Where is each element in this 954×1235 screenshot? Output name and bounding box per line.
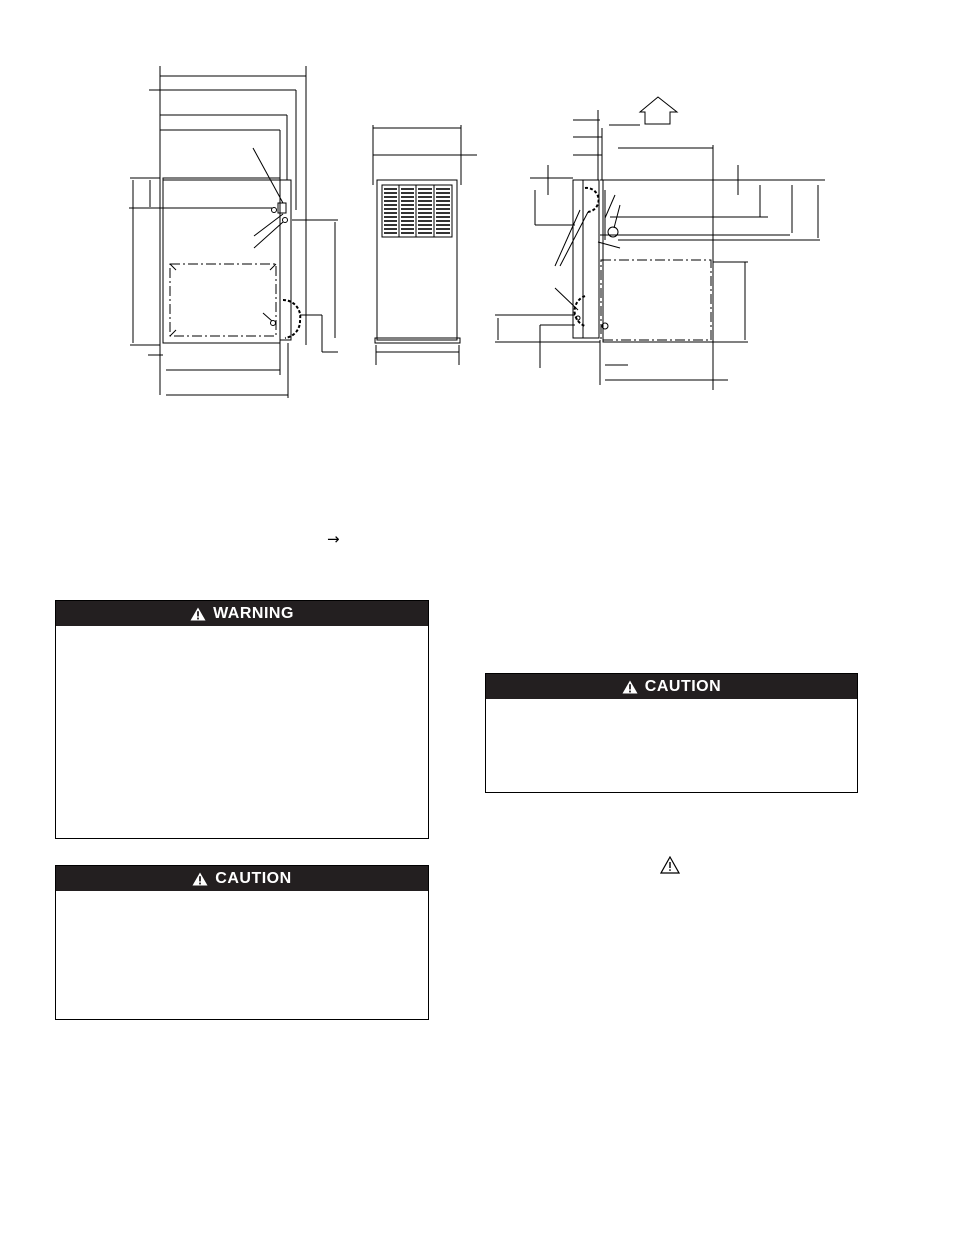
caution-header-left [56,866,428,891]
right-side-view [495,97,825,390]
warning-title: WARNING [213,604,294,622]
dimension-drawing [0,0,954,420]
arrow-glyph: → [327,530,340,548]
caution-title-left: CAUTION [215,869,292,887]
warning-triangle-icon [190,607,206,621]
left-side-view [129,66,338,398]
warning-box [55,600,429,839]
caution-box-right [485,673,858,793]
warning-header [56,601,428,626]
warning-triangle-icon [660,856,680,874]
caution-box-left [55,865,429,1020]
caution-title-right: CAUTION [644,677,722,695]
center-front-view [373,125,477,365]
warning-triangle-icon [622,680,638,694]
caution-header-right [486,674,857,699]
warning-triangle-icon [192,872,208,886]
